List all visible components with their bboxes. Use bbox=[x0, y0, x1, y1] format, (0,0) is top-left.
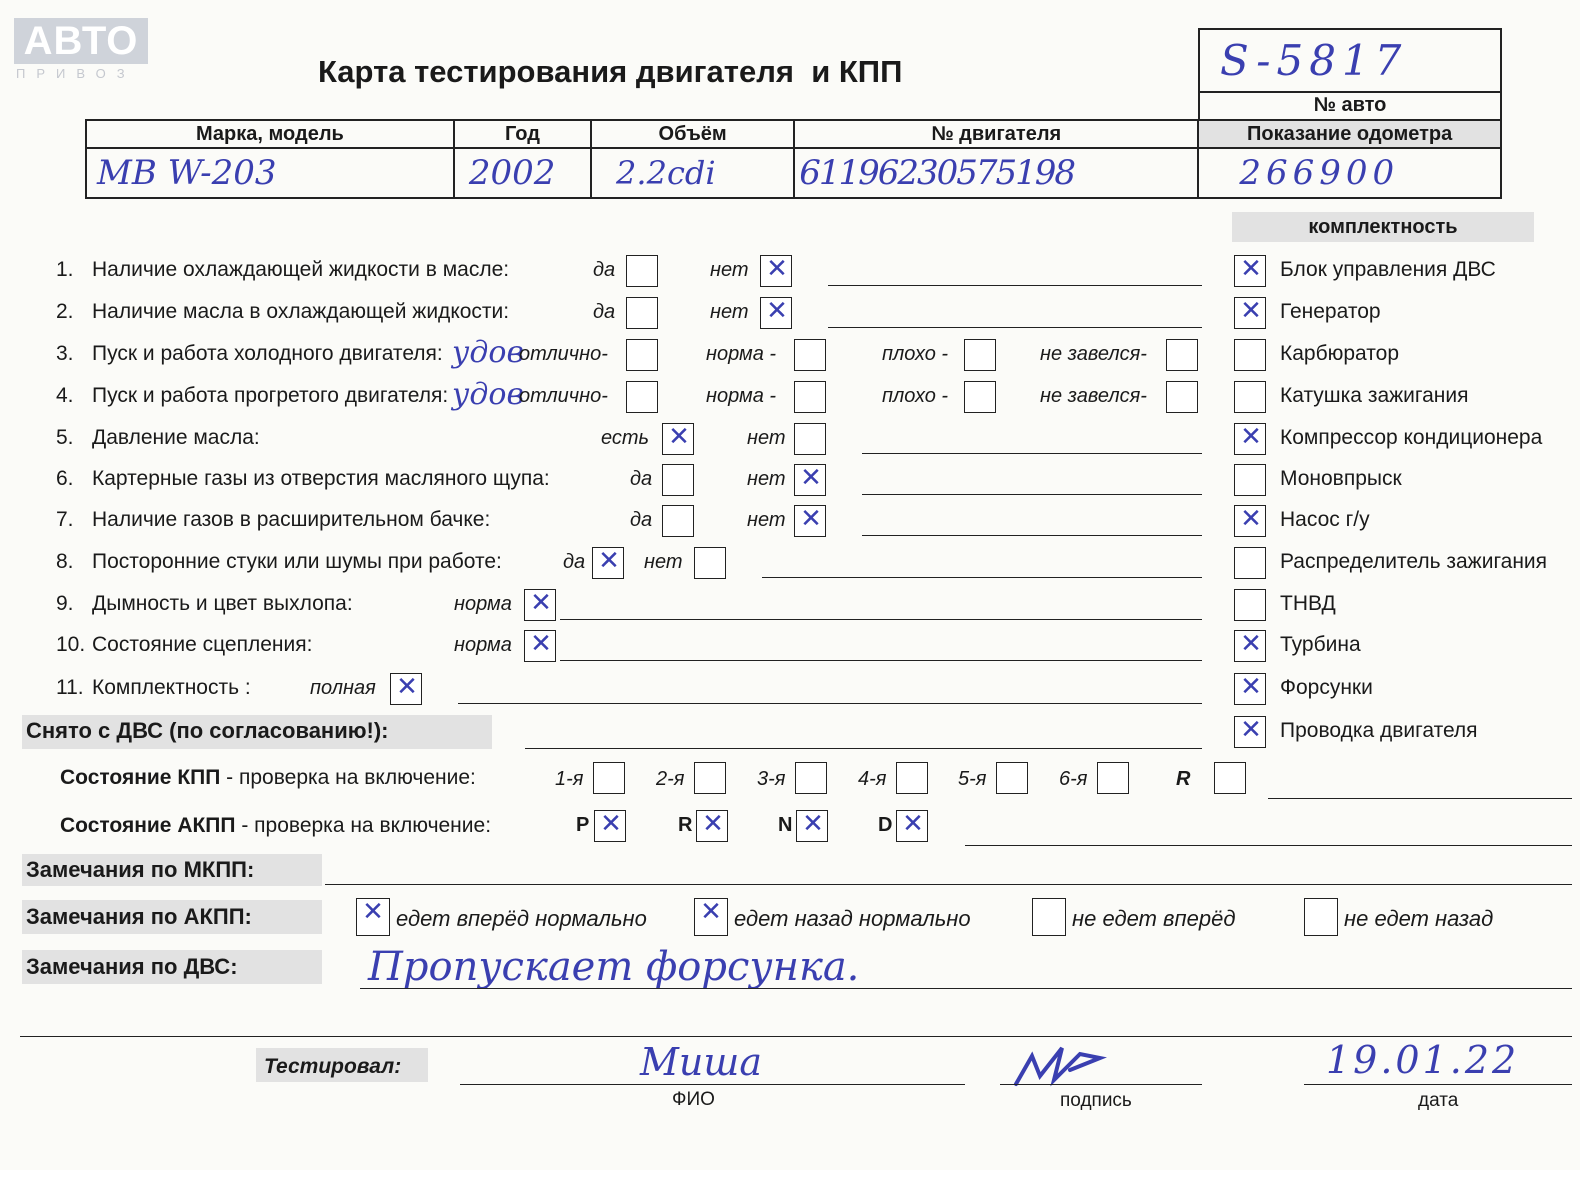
value-make-model: МВ W-203 bbox=[86, 148, 454, 198]
complect-checkbox[interactable] bbox=[1234, 381, 1266, 413]
question-number: 4. bbox=[56, 384, 74, 407]
option-label: норма bbox=[454, 634, 512, 656]
question-text: Состояние сцепления: bbox=[92, 633, 313, 656]
option-checkbox[interactable] bbox=[1166, 339, 1198, 371]
question-text: Дымность и цвет выхлопа: bbox=[92, 592, 353, 615]
remarks-dvs-label: Замечания по ДВС: bbox=[26, 954, 238, 979]
gear-checkbox[interactable] bbox=[694, 762, 726, 794]
complect-item-label: ТНВД bbox=[1280, 592, 1336, 615]
answer-line bbox=[762, 577, 1202, 578]
complect-checkbox[interactable] bbox=[1234, 464, 1266, 496]
check-mark-icon: ✕ bbox=[1240, 296, 1262, 326]
akpp-remark-checkbox[interactable] bbox=[356, 898, 390, 936]
complect-item-label: Блок управления ДВС bbox=[1280, 258, 1496, 281]
logo-subtitle: ПРИВОЗ bbox=[16, 66, 136, 81]
option-label: нет bbox=[710, 301, 749, 323]
question-text: Картерные газы из отверстия масляного щупа: bbox=[92, 467, 550, 490]
remarks-mkpp-label: Замечания по МКПП: bbox=[26, 857, 255, 882]
option-label: да bbox=[630, 509, 653, 531]
gear-checkbox[interactable] bbox=[996, 762, 1028, 794]
answer-line bbox=[828, 285, 1202, 286]
complect-item-label: Генератор bbox=[1280, 300, 1381, 323]
check-mark-icon: ✕ bbox=[802, 809, 824, 839]
complect-checkbox[interactable] bbox=[1234, 589, 1266, 621]
option-label: отлично- bbox=[519, 385, 608, 407]
complect-checkbox[interactable] bbox=[1234, 716, 1266, 748]
check-mark-icon: ✕ bbox=[530, 629, 552, 659]
signature-scribble bbox=[1010, 1040, 1110, 1097]
gear-label: R bbox=[1176, 768, 1191, 790]
complect-item-label: Турбина bbox=[1280, 633, 1361, 656]
option-checkbox[interactable] bbox=[390, 673, 422, 705]
value-volume: 2.2cdi bbox=[591, 148, 794, 198]
car-number-box bbox=[1198, 28, 1502, 120]
option-checkbox[interactable] bbox=[964, 339, 996, 371]
question-text: Наличие охлаждающей жидкости в масле: bbox=[92, 258, 510, 281]
gear-label: 6-я bbox=[1059, 768, 1088, 790]
complect-item-label: Компрессор кондиционера bbox=[1280, 426, 1543, 449]
check-mark-icon: ✕ bbox=[800, 463, 822, 493]
remarks-dvs-value: Пропускает форсунка. bbox=[368, 944, 860, 990]
question-text: Пуск и работа прогретого двигателя: bbox=[92, 384, 449, 407]
question-number: 10. bbox=[56, 633, 86, 656]
kpp-label-rest: - проверка на включение: bbox=[220, 766, 476, 789]
check-mark-icon: ✕ bbox=[362, 897, 384, 927]
akpp-line bbox=[965, 845, 1572, 846]
question-number: 1. bbox=[56, 258, 74, 281]
gear-label: 1-я bbox=[555, 768, 584, 790]
option-label: нет bbox=[747, 468, 786, 490]
question-text: Комплектность : bbox=[92, 676, 251, 699]
tester-name: Миша bbox=[640, 1040, 763, 1084]
option-checkbox[interactable] bbox=[794, 423, 826, 455]
akpp-remark-checkbox[interactable] bbox=[694, 898, 728, 936]
complect-checkbox[interactable] bbox=[1234, 339, 1266, 371]
check-mark-icon: ✕ bbox=[598, 546, 620, 576]
option-label: нет bbox=[710, 259, 749, 281]
option-checkbox[interactable] bbox=[760, 255, 792, 287]
complect-checkbox[interactable] bbox=[1234, 505, 1266, 537]
gear-checkbox[interactable] bbox=[795, 762, 827, 794]
akpp-position-checkbox[interactable] bbox=[594, 810, 626, 842]
option-label: норма - bbox=[706, 385, 777, 407]
kpp-line bbox=[1268, 798, 1572, 799]
question-number: 11. bbox=[56, 676, 84, 699]
tester-name-caption: ФИО bbox=[672, 1089, 715, 1110]
answer-line bbox=[560, 619, 1202, 620]
kpp-label bbox=[60, 766, 476, 790]
akpp-position-label: R bbox=[678, 814, 693, 836]
complect-item-label: Форсунки bbox=[1280, 676, 1373, 699]
check-mark-icon: ✕ bbox=[702, 809, 724, 839]
option-label: нет bbox=[747, 427, 786, 449]
signature-line bbox=[1000, 1084, 1202, 1085]
answer-line bbox=[560, 660, 1202, 661]
gear-checkbox[interactable] bbox=[593, 762, 625, 794]
complect-item-label: Проводка двигателя bbox=[1280, 719, 1478, 742]
question-text: Посторонние стуки или шумы при работе: bbox=[92, 550, 502, 573]
akpp-remark-label: не едет вперёд bbox=[1072, 906, 1236, 931]
akpp-remark-checkbox[interactable] bbox=[1032, 898, 1066, 936]
avto-privoz-logo: АВТО bbox=[14, 18, 148, 64]
option-label: норма - bbox=[706, 343, 777, 365]
akpp-label bbox=[60, 814, 491, 838]
car-number-divider bbox=[1200, 91, 1500, 93]
header-table bbox=[85, 119, 1502, 199]
question-text: Наличие масла в охлаждающей жидкости: bbox=[92, 300, 510, 323]
option-checkbox[interactable] bbox=[524, 589, 556, 621]
complect-checkbox[interactable] bbox=[1234, 673, 1266, 705]
option-label: норма bbox=[454, 593, 512, 615]
removed-line bbox=[525, 748, 1202, 749]
check-mark-icon: ✕ bbox=[600, 809, 622, 839]
complect-item-label: Катушка зажигания bbox=[1280, 384, 1469, 407]
option-checkbox[interactable] bbox=[626, 297, 658, 329]
option-checkbox[interactable] bbox=[794, 464, 826, 496]
check-mark-icon: ✕ bbox=[902, 809, 924, 839]
option-label: да bbox=[563, 551, 586, 573]
answer-line bbox=[828, 327, 1202, 328]
check-mark-icon: ✕ bbox=[1240, 715, 1262, 745]
date-caption: дата bbox=[1418, 1090, 1459, 1111]
question-number: 5. bbox=[56, 426, 74, 449]
check-mark-icon: ✕ bbox=[1240, 254, 1262, 284]
question-number: 2. bbox=[56, 300, 74, 323]
footer-separator bbox=[20, 1036, 1572, 1037]
option-label: да bbox=[593, 259, 616, 281]
option-checkbox[interactable] bbox=[626, 255, 658, 287]
complect-checkbox[interactable] bbox=[1234, 297, 1266, 329]
akpp-label-bold: Состояние АКПП bbox=[60, 814, 236, 837]
complect-item-label: Карбюратор bbox=[1280, 342, 1400, 365]
gear-label: 4-я bbox=[858, 768, 887, 790]
question-number: 8. bbox=[56, 550, 74, 573]
page-title: Карта тестирования двигателя и КПП bbox=[318, 54, 903, 89]
value-engine-number: 61196230575198 bbox=[794, 148, 1198, 198]
question-text: Наличие газов в расширительном бачке: bbox=[92, 508, 491, 531]
option-checkbox[interactable] bbox=[626, 381, 658, 413]
complect-item-label: Распределитель зажигания bbox=[1280, 550, 1548, 573]
col-make-model: Марка, модель bbox=[86, 120, 454, 148]
option-label: не завелся- bbox=[1040, 385, 1147, 407]
answer-line bbox=[862, 453, 1202, 454]
option-checkbox[interactable] bbox=[694, 547, 726, 579]
akpp-remark-label: едет вперёд нормально bbox=[396, 906, 647, 931]
answer-line bbox=[862, 535, 1202, 536]
answer-line bbox=[862, 494, 1202, 495]
gear-label: 5-я bbox=[958, 768, 987, 790]
remarks-akpp-label: Замечания по АКПП: bbox=[26, 904, 252, 929]
kpp-label-bold: Состояние КПП bbox=[60, 766, 221, 789]
check-mark-icon: ✕ bbox=[766, 254, 788, 284]
option-checkbox[interactable] bbox=[626, 339, 658, 371]
check-mark-icon: ✕ bbox=[700, 897, 722, 927]
option-checkbox[interactable] bbox=[662, 423, 694, 455]
gear-checkbox[interactable] bbox=[1097, 762, 1129, 794]
car-number-value: S-5817 bbox=[1220, 36, 1408, 85]
date-line bbox=[1304, 1084, 1572, 1085]
option-checkbox[interactable] bbox=[760, 297, 792, 329]
check-mark-icon: ✕ bbox=[800, 504, 822, 534]
option-checkbox[interactable] bbox=[794, 505, 826, 537]
gear-checkbox[interactable] bbox=[1214, 762, 1246, 794]
col-odometer: Показание одометра bbox=[1198, 120, 1501, 148]
complect-title: комплектность bbox=[1308, 216, 1458, 238]
option-label: не завелся- bbox=[1040, 343, 1147, 365]
gear-checkbox[interactable] bbox=[896, 762, 928, 794]
check-mark-icon: ✕ bbox=[396, 672, 418, 702]
akpp-remark-checkbox[interactable] bbox=[1304, 898, 1338, 936]
akpp-position-label: N bbox=[778, 814, 793, 836]
option-checkbox[interactable] bbox=[524, 630, 556, 662]
value-year: 2002 bbox=[454, 148, 591, 198]
complect-item-label: Насос г/у bbox=[1280, 508, 1370, 531]
check-mark-icon: ✕ bbox=[530, 588, 552, 618]
col-volume: Объём bbox=[591, 120, 794, 148]
question-number: 9. bbox=[56, 592, 74, 615]
akpp-remark-label: едет назад нормально bbox=[734, 906, 971, 931]
option-label: полная bbox=[310, 677, 376, 699]
question-number: 6. bbox=[56, 467, 74, 490]
check-mark-icon: ✕ bbox=[766, 296, 788, 326]
option-checkbox[interactable] bbox=[794, 381, 826, 413]
option-label: нет bbox=[747, 509, 786, 531]
check-mark-icon: ✕ bbox=[1240, 504, 1262, 534]
option-label: нет bbox=[644, 551, 683, 573]
complect-checkbox[interactable] bbox=[1234, 630, 1266, 662]
akpp-remark-label: не едет назад bbox=[1344, 906, 1494, 931]
question-text: Давление масла: bbox=[92, 426, 260, 449]
option-checkbox[interactable] bbox=[794, 339, 826, 371]
tested-label: Тестировал: bbox=[264, 1055, 402, 1078]
question-number: 3. bbox=[56, 342, 74, 365]
test-date: 19.01.22 bbox=[1326, 1038, 1520, 1082]
remarks-mkpp-line bbox=[325, 884, 1572, 885]
gear-label: 2-я bbox=[656, 768, 685, 790]
gear-label: 3-я bbox=[757, 768, 786, 790]
header-values-row bbox=[86, 148, 1501, 198]
akpp-position-checkbox[interactable] bbox=[696, 810, 728, 842]
akpp-position-label: D bbox=[878, 814, 893, 836]
question-text: Пуск и работа холодного двигателя: bbox=[92, 342, 443, 365]
akpp-label-rest: - проверка на включение: bbox=[235, 814, 492, 837]
akpp-position-label: P bbox=[576, 814, 590, 836]
option-label: есть bbox=[601, 427, 650, 449]
col-year: Год bbox=[454, 120, 591, 148]
handwritten-note: удов bbox=[452, 335, 524, 370]
option-label: да bbox=[630, 468, 653, 490]
akpp-position-checkbox[interactable] bbox=[796, 810, 828, 842]
check-mark-icon: ✕ bbox=[668, 422, 690, 452]
akpp-position-checkbox[interactable] bbox=[896, 810, 928, 842]
header-labels-row bbox=[86, 120, 1501, 148]
option-checkbox[interactable] bbox=[662, 464, 694, 496]
option-checkbox[interactable] bbox=[662, 505, 694, 537]
option-label: отлично- bbox=[519, 343, 608, 365]
removed-label: Снято с ДВС (по согласованию!): bbox=[26, 718, 389, 743]
remarks-dvs-line bbox=[360, 988, 1572, 989]
complect-checkbox[interactable] bbox=[1234, 255, 1266, 287]
answer-line bbox=[458, 703, 1202, 704]
option-label: да bbox=[593, 301, 616, 323]
handwritten-note: удов bbox=[452, 377, 524, 412]
option-label: плохо - bbox=[882, 343, 949, 365]
option-label: плохо - bbox=[882, 385, 949, 407]
option-checkbox[interactable] bbox=[964, 381, 996, 413]
complect-checkbox[interactable] bbox=[1234, 547, 1266, 579]
complect-checkbox[interactable] bbox=[1234, 423, 1266, 455]
question-number: 7. bbox=[56, 508, 74, 531]
col-engine-number: № двигателя bbox=[794, 120, 1198, 148]
complect-item-label: Моновпрыск bbox=[1280, 467, 1402, 490]
option-checkbox[interactable] bbox=[592, 547, 624, 579]
check-mark-icon: ✕ bbox=[1240, 672, 1262, 702]
check-mark-icon: ✕ bbox=[1240, 629, 1262, 659]
option-checkbox[interactable] bbox=[1166, 381, 1198, 413]
tester-name-line bbox=[460, 1084, 965, 1085]
signature-caption: подпись bbox=[1060, 1090, 1132, 1111]
check-mark-icon: ✕ bbox=[1240, 422, 1262, 452]
value-odometer: 266900 bbox=[1198, 148, 1501, 198]
car-number-label: № авто bbox=[1313, 94, 1387, 116]
